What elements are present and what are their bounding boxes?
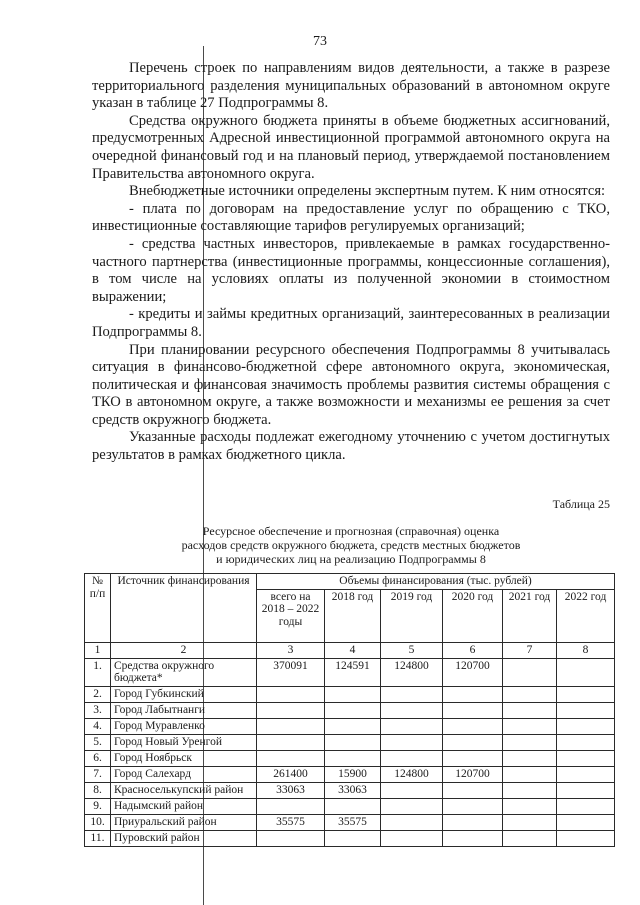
- row-2020: 120700: [443, 658, 503, 686]
- row-total: 261400: [257, 766, 325, 782]
- row-source: Город Ноябрьск: [111, 750, 257, 766]
- row-2021: [503, 686, 557, 702]
- row-2018: [325, 686, 381, 702]
- table-title-line: и юридических лиц на реализацию Подпрограммы 8: [216, 552, 486, 566]
- row-source: Город Муравленко: [111, 718, 257, 734]
- row-2022: [557, 814, 615, 830]
- row-2021: [503, 830, 557, 846]
- header-2020: 2020 год: [443, 589, 503, 642]
- row-2018: [325, 798, 381, 814]
- row-2022: [557, 798, 615, 814]
- row-2020: [443, 830, 503, 846]
- column-number: 7: [503, 642, 557, 658]
- column-number: 8: [557, 642, 615, 658]
- financing-table: [84, 573, 615, 847]
- paragraph: - кредиты и займы кредитных организаций, заинтересованных в реализации Подпрограммы 8.: [92, 306, 610, 340]
- paragraph: При планировании ресурсного обеспечения Подпрограммы 8 учитывалась ситуация в финансово-бюджетной сфере автономного округа, экономическая, политическая и финансовая значимость проблемы развития системы обращения с ТКО в автономном округе, а также возможности и механизмы ее решения за счет средств окружного бюджета.: [92, 341, 610, 428]
- row-2018: 35575: [325, 814, 381, 830]
- row-num: 5.: [85, 734, 111, 750]
- row-2022: [557, 734, 615, 750]
- header-total: всего на 2018 – 2022 годы: [257, 589, 325, 642]
- row-total: 33063: [257, 782, 325, 798]
- row-num: 11.: [85, 830, 111, 846]
- table-row: [85, 658, 615, 686]
- page-number: 73: [313, 34, 327, 49]
- row-source: Красноселькупский район: [111, 782, 257, 798]
- table-row: [85, 702, 615, 718]
- row-2022: [557, 702, 615, 718]
- row-source: Надымский район: [111, 798, 257, 814]
- paragraph: Средства окружного бюджета приняты в объеме бюджетных ассигнований, предусмотренных Адресной инвестиционной программой автономного округа на очередной финансовый год и на плановый период, утверждаемой постановлением Правительства автономного округа.: [92, 112, 610, 182]
- table-row: [85, 814, 615, 830]
- row-total: [257, 702, 325, 718]
- row-total: [257, 686, 325, 702]
- row-source: Город Новый Уренгой: [111, 734, 257, 750]
- table-caption: Таблица 25: [552, 497, 610, 511]
- row-2019: [381, 686, 443, 702]
- row-2021: [503, 814, 557, 830]
- row-num: 4.: [85, 718, 111, 734]
- row-total: 35575: [257, 814, 325, 830]
- row-2021: [503, 734, 557, 750]
- row-total: [257, 750, 325, 766]
- row-num: 9.: [85, 798, 111, 814]
- column-number: 3: [257, 642, 325, 658]
- table-row: [85, 734, 615, 750]
- row-2019: 124800: [381, 658, 443, 686]
- row-source: Средства окружного бюджета*: [111, 658, 257, 686]
- row-2021: [503, 750, 557, 766]
- row-source: Город Лабытнанги: [111, 702, 257, 718]
- row-2018: 124591: [325, 658, 381, 686]
- row-2022: [557, 686, 615, 702]
- header-2019: 2019 год: [381, 589, 443, 642]
- row-2020: [443, 750, 503, 766]
- row-source: Приуральский район: [111, 814, 257, 830]
- row-2018: 33063: [325, 782, 381, 798]
- row-2019: [381, 718, 443, 734]
- table-row: [85, 718, 615, 734]
- row-num: 2.: [85, 686, 111, 702]
- row-num: 10.: [85, 814, 111, 830]
- table-title: [92, 524, 610, 566]
- row-source: Город Салехард: [111, 766, 257, 782]
- table-row: [85, 750, 615, 766]
- row-total: [257, 718, 325, 734]
- row-2020: [443, 702, 503, 718]
- paragraph: Указанные расходы подлежат ежегодному уточнению с учетом достигнутых результатов в рамках бюджетного цикла.: [92, 429, 610, 464]
- row-2022: [557, 830, 615, 846]
- row-2018: 15900: [325, 766, 381, 782]
- row-2018: [325, 750, 381, 766]
- row-2019: [381, 734, 443, 750]
- row-2020: [443, 782, 503, 798]
- header-volumes: Объемы финансирования (тыс. рублей): [257, 574, 615, 590]
- row-2021: [503, 798, 557, 814]
- row-2021: [503, 718, 557, 734]
- row-2020: [443, 814, 503, 830]
- row-total: [257, 734, 325, 750]
- table-row: [85, 766, 615, 782]
- paragraph: - плата по договорам на предоставление услуг по обращению с ТКО, инвестиционные составляющие тарифов регулируемых организаций;: [92, 200, 610, 235]
- row-num: 1.: [85, 658, 111, 686]
- table-row: [85, 686, 615, 702]
- table-title-line: Ресурсное обеспечение и прогнозная (справочная) оценка: [202, 524, 500, 538]
- row-2019: [381, 830, 443, 846]
- row-2019: [381, 782, 443, 798]
- row-2020: [443, 734, 503, 750]
- header-2018: 2018 год: [325, 589, 381, 642]
- row-2020: [443, 798, 503, 814]
- row-num: 6.: [85, 750, 111, 766]
- row-2021: [503, 702, 557, 718]
- row-2018: [325, 718, 381, 734]
- row-2020: [443, 718, 503, 734]
- row-source: Город Губкинский: [111, 686, 257, 702]
- table-row: [85, 830, 615, 846]
- header-num: № п/п: [85, 574, 111, 643]
- row-2021: [503, 782, 557, 798]
- table-title-line: расходов средств окружного бюджета, средств местных бюджетов: [181, 538, 521, 552]
- row-2020: [443, 686, 503, 702]
- column-number: 2: [111, 642, 257, 658]
- row-2021: [503, 766, 557, 782]
- row-2020: 120700: [443, 766, 503, 782]
- header-2022: 2022 год: [557, 589, 615, 642]
- header-source: Источник финансирования: [111, 574, 257, 643]
- paragraph: - средства частных инвесторов, привлекаемые в рамках государственно-частного партнерства (инвестиционные программы, концессионные соглашения), в том числе на условиях оплаты из полученной экономии в стоимостном выражении;: [92, 235, 610, 305]
- paragraph: Перечень строек по направлениям видов деятельности, а также в разрезе территориального разделения муниципальных образований в автономном округе указан в таблице 27 Подпрограммы 8.: [92, 60, 610, 112]
- row-2022: [557, 782, 615, 798]
- row-2021: [503, 658, 557, 686]
- column-number: 5: [381, 642, 443, 658]
- body-text: [92, 60, 610, 465]
- row-total: [257, 798, 325, 814]
- row-2019: [381, 798, 443, 814]
- row-2018: [325, 702, 381, 718]
- row-2019: [381, 814, 443, 830]
- row-2019: [381, 702, 443, 718]
- paragraph: Внебюджетные источники определены экспертным путем. К ним относятся:: [129, 183, 606, 200]
- column-number-row: [85, 642, 615, 658]
- row-2018: [325, 734, 381, 750]
- row-2019: 124800: [381, 766, 443, 782]
- row-num: 3.: [85, 702, 111, 718]
- row-2022: [557, 750, 615, 766]
- row-num: 8.: [85, 782, 111, 798]
- row-source: Пуровский район: [111, 830, 257, 846]
- table-header-row: [85, 574, 615, 590]
- row-2022: [557, 766, 615, 782]
- row-2018: [325, 830, 381, 846]
- table-row: [85, 782, 615, 798]
- table-row: [85, 798, 615, 814]
- row-total: [257, 830, 325, 846]
- row-2022: [557, 718, 615, 734]
- column-number: 6: [443, 642, 503, 658]
- row-num: 7.: [85, 766, 111, 782]
- row-total: 370091: [257, 658, 325, 686]
- column-number: 1: [85, 642, 111, 658]
- row-2019: [381, 750, 443, 766]
- column-number: 4: [325, 642, 381, 658]
- header-2021: 2021 год: [503, 589, 557, 642]
- row-2022: [557, 658, 615, 686]
